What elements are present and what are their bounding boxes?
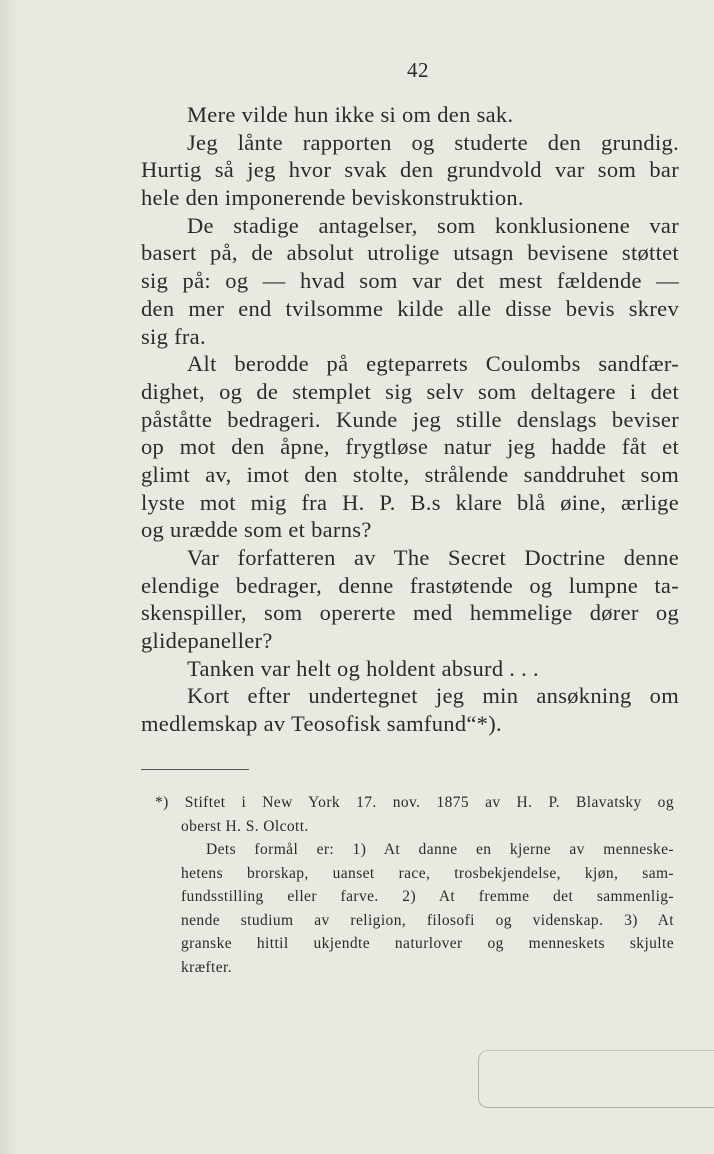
text-line: op mot den åpne, frygtløse natur jeg hadde fåt et (141, 434, 679, 460)
footnote (155, 791, 674, 979)
footnote-line: oberst H. S. Olcott. (181, 817, 309, 835)
text-line: sig på: og — hvad som var det mest fældende — (141, 268, 679, 294)
text-line: hele den imponerende beviskonstruktion. (141, 185, 524, 211)
text-line: Hurtig så jeg hvor svak den grundvold var som bar (141, 157, 679, 183)
footnote-line: *) Stiftet i New York 17. nov. 1875 av H. P. Blavatsky og (155, 794, 674, 811)
text-line: elendige bedrager, denne frastøtende og lumpne ta- (141, 572, 679, 598)
text-line: glimt av, imot den stolte, strålende sanddruhet som (141, 461, 679, 487)
text-line: lyste mot mig fra H. P. B.s klare blå øine, ærlige (141, 489, 679, 515)
footnote-line: fundsstilling eller farve. 2) At fremme det sammenlig- (181, 888, 674, 905)
text-line: Var forfatteren av The Secret Doctrine denne (187, 545, 679, 570)
body-text (141, 101, 679, 738)
footnote-line: granske hittil ukjendte naturlover og menneskets skjulte (181, 935, 674, 952)
footnote-line: kræfter. (181, 958, 232, 976)
library-stamp-mark (478, 1050, 714, 1108)
text-line: og urædde som et barns? (141, 517, 372, 543)
text-line: dighet, og de stemplet sig selv som deltagere i det (141, 378, 679, 404)
text-line: basert på, de absolut utrolige utsagn bevisene støttet (141, 240, 679, 266)
text-line: Mere vilde hun ikke si om den sak. (187, 102, 514, 127)
footnote-divider (141, 769, 249, 770)
text-line: den mer end tvilsomme kilde alle disse bevis skrev (141, 295, 679, 321)
footnote-line: Dets formål er: 1) At danne en kjerne av menneske- (206, 841, 674, 858)
text-line: skenspiller, som opererte med hemmelige dører og (141, 600, 679, 626)
page-edge (0, 0, 18, 1154)
text-line: De stadige antagelser, som konklusionene var (187, 212, 679, 238)
footnote-line: hetens brorskap, uanset race, trosbekjendelse, kjøn, sam- (181, 864, 674, 882)
text-line: Alt berodde på egteparrets Coulombs sandfær- (187, 351, 679, 377)
text-line: sig fra. (141, 323, 206, 349)
text-line: medlemskap av Teosofisk samfund“*). (141, 711, 502, 737)
page-number: 42 (407, 58, 429, 82)
text-line: Jeg lånte rapporten og studerte den grundig. (187, 129, 679, 155)
text-line: Tanken var helt og holdent absurd . . . (187, 655, 539, 681)
footnote-line: nende studium av religion, filosofi og videnskap. 3) At (181, 911, 674, 929)
text-line: påståtte bedrageri. Kunde jeg stille denslags beviser (141, 406, 679, 432)
text-line: glidepaneller? (141, 628, 273, 654)
text-line: Kort efter undertegnet jeg min ansøkning om (187, 683, 679, 709)
